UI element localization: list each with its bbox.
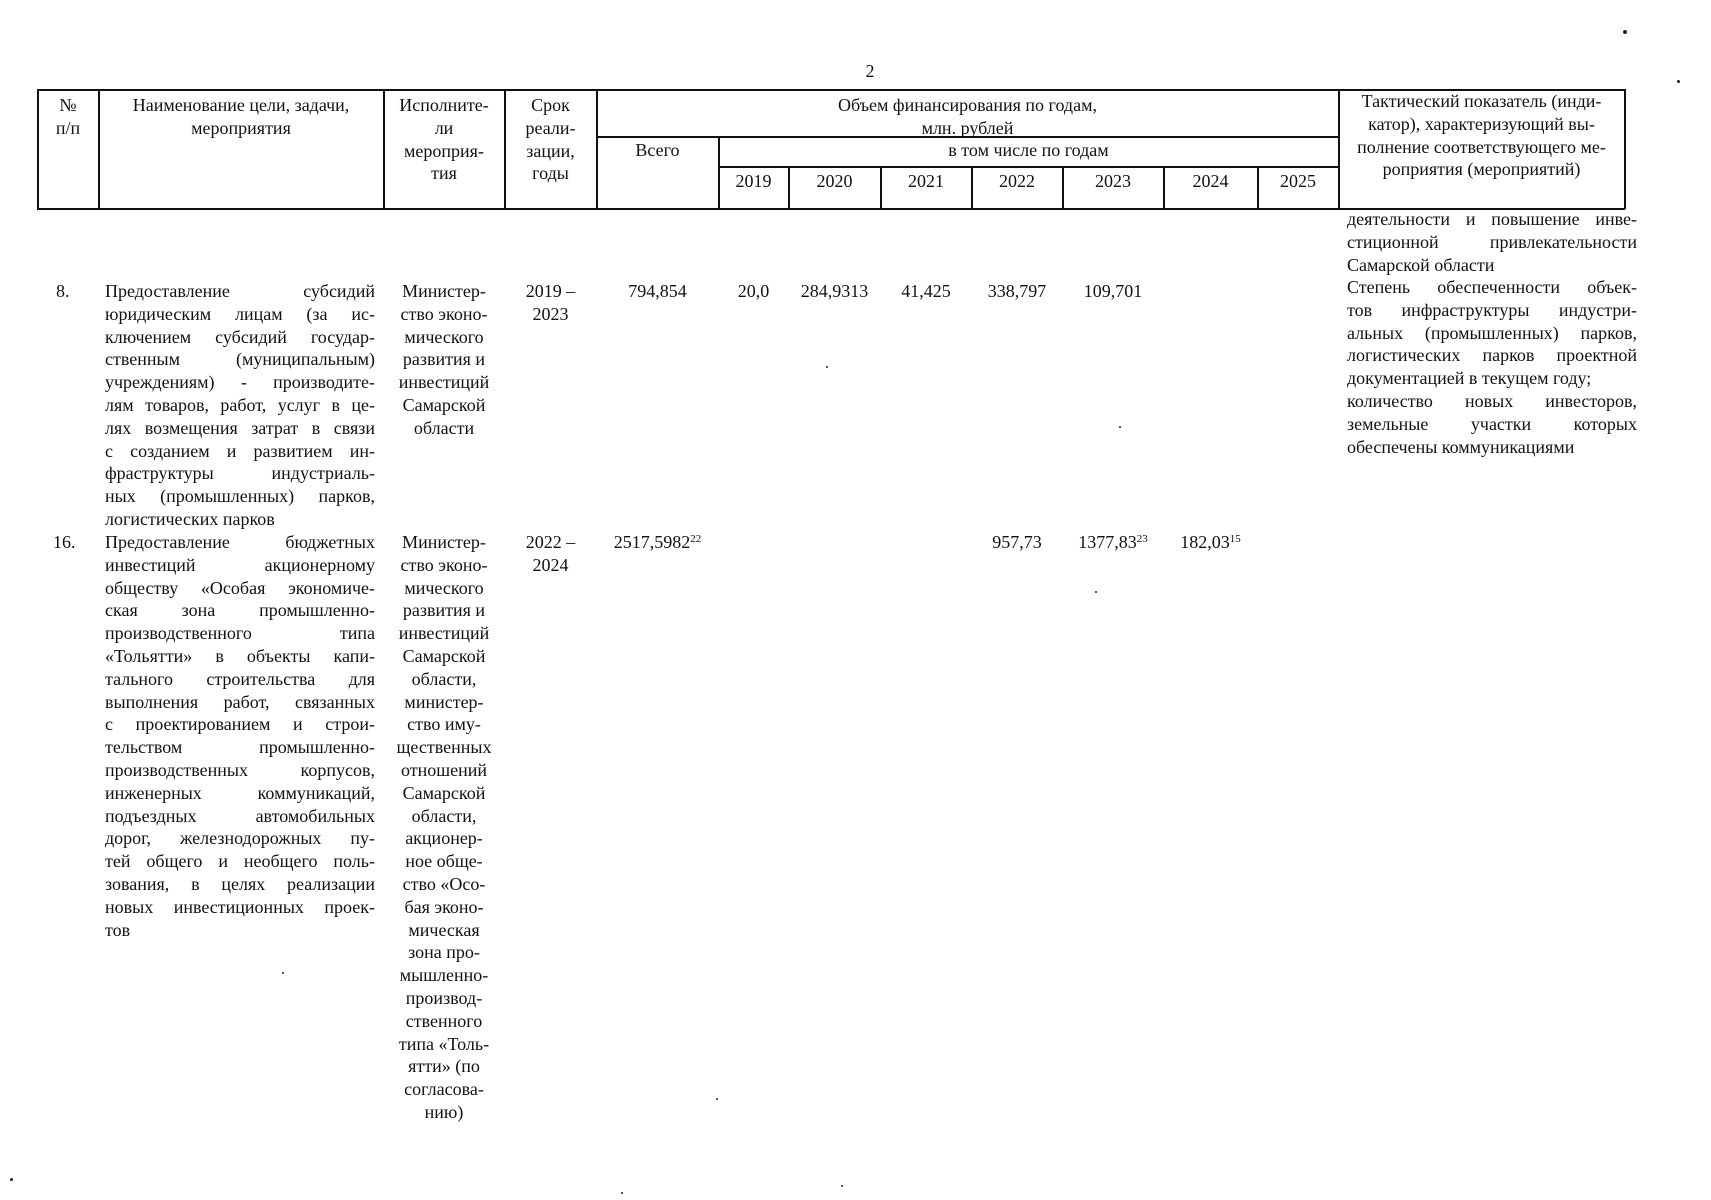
row-value-2023: 109,701 xyxy=(1083,281,1143,301)
scan-speck xyxy=(716,1098,718,1100)
header-executor: Исполните- ли мероприя- тия xyxy=(399,95,489,184)
row-name: Предоставление субсидий юридическим лицам (за ис- ключением субсидий государ- ственным (муниципальным) учреждениям) - производите- лям товаров, работ, услуг в це- лях возмещения затрат в связи с созданием и развитием ин- фраструктуры индустриаль- ных (промышленных) парков, логистических парков xyxy=(105,281,375,529)
footnote-mark: 22 xyxy=(690,533,702,545)
row-value-2019: 20,0 xyxy=(737,281,770,301)
scan-speck xyxy=(826,366,828,368)
row-value-2021: 41,425 xyxy=(901,281,951,301)
header-num: № п/п xyxy=(55,95,81,138)
scan-speck xyxy=(1119,426,1121,428)
header-year: 2023 xyxy=(1095,171,1131,191)
row-value-2023: 1377,83$^{23}$ xyxy=(1078,532,1148,552)
row-value-2024: 182,03$^{15}$ xyxy=(1180,532,1241,552)
row-number: 16. xyxy=(53,532,76,552)
header-term: Срок реали- зации, годы xyxy=(525,95,576,184)
header-indicator: Тактический показатель (инди- катор), характеризующий вы- полнение соответствующего ме- роприятия (мероприятий) xyxy=(1357,91,1606,180)
row-total: 2517,5982$^{22}$ xyxy=(613,532,702,552)
scan-speck xyxy=(1623,30,1627,34)
header-year: 2020 xyxy=(816,171,853,191)
scan-speck xyxy=(1677,80,1680,83)
scan-speck xyxy=(1095,591,1097,593)
row-value-2020: 284,9313 xyxy=(800,281,869,301)
header-funding: Объем финансирования по годам, млн. рублей xyxy=(838,95,1097,138)
indicator-continuation: деятельности и повышение инве- стиционной привлекательности Самарской области xyxy=(1347,209,1637,275)
col-border xyxy=(1624,89,1626,209)
row-value-2022: 338,797 xyxy=(987,281,1047,301)
row-number: 8. xyxy=(56,281,70,301)
header-name: Наименование цели, задачи, мероприятия xyxy=(132,95,350,138)
scan-speck xyxy=(841,1185,843,1187)
footnote-mark: 23 xyxy=(1136,533,1148,545)
row-name: Предоставление бюджетных инвестиций акционерному обществу «Особая экономиче- ская зона промышленно- производственного типа «Тольятти» в объекты капи- тального строительства для выполнения работ, связанных с проектированием и строи- тельством промышленно- производственных корпусов, инженерных коммуникаций, подъездных автомобильных дорог, железнодорожных пу- тей общего и необщего поль- зования, в целях реализации новых инвестиционных проек- тов xyxy=(105,532,375,940)
row-total: 794,854 xyxy=(628,281,687,301)
row-executor: Министер- ство эконо- мического развития и инвестиций Самарской области xyxy=(398,281,490,438)
header-year: 2022 xyxy=(999,171,1035,191)
page-number: 2 xyxy=(865,61,875,81)
header-year: 2021 xyxy=(908,171,944,191)
header-year: 2024 xyxy=(1192,171,1229,191)
scan-speck xyxy=(621,1192,623,1194)
row-term: 2019 – 2023 xyxy=(525,281,576,324)
header-by-years: в том числе по годам xyxy=(948,140,1109,160)
header-years-divider xyxy=(718,166,1339,168)
row-value-2022: 957,73 xyxy=(992,532,1042,552)
header-year: 2025 xyxy=(1280,171,1316,191)
scan-speck xyxy=(282,972,284,974)
footnote-mark: 15 xyxy=(1229,533,1241,545)
header-total: Всего xyxy=(635,140,680,160)
scan-speck xyxy=(10,1178,13,1181)
row-indicator: Степень обеспеченности объек- тов инфраструктуры индустри- альных (промышленных) парков, логистических парков проектной документацией в текущем году; количество новых инвесторов, земельные участки которых обеспечены коммуникациями xyxy=(1347,277,1637,457)
row-term: 2022 – 2024 xyxy=(525,532,576,575)
header-year: 2019 xyxy=(735,171,772,191)
row-executor: Министер- ство эконо- мического развития и инвестиций Самарской области, министер- ство иму- щественных отношений Самарской области, акционер- ное обще- ство «Осо- бая эконо- мическая зона про- мышленно- производ- ственного типа «Толь- ятти» (по согласова- нию) xyxy=(396,532,492,1122)
